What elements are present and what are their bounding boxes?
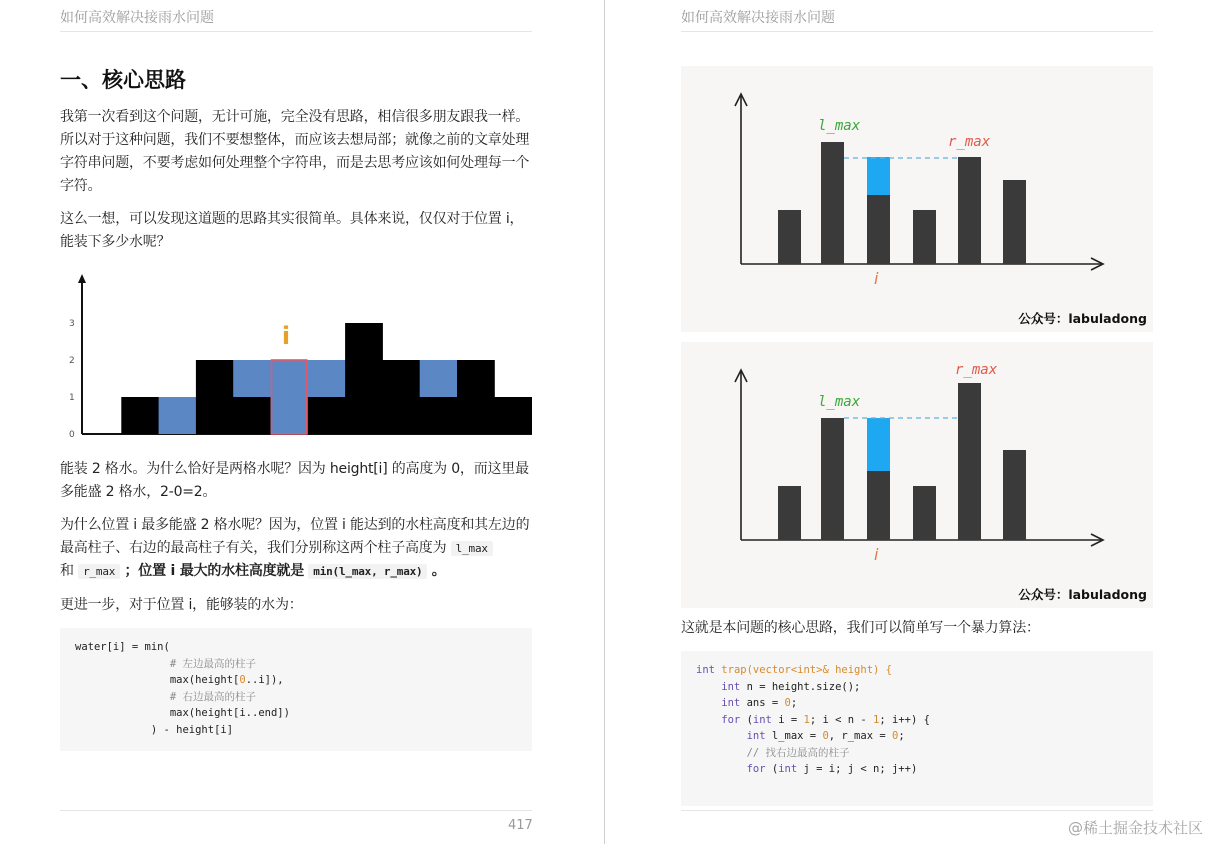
code-keyword: int xyxy=(696,680,747,693)
paragraph-3: 能装 2 格水。为什么恰好是两格水呢？因为 height[i] 的高度为 0，而这里最多能盛 2 格水，2-0=2。 xyxy=(60,461,529,500)
y-tick-0: 0 xyxy=(69,430,75,440)
l-max-label: l_max xyxy=(818,394,861,410)
code-line: , r_max = xyxy=(828,730,892,742)
p4-text-c: ；位置 i 最大的水柱高度就是 xyxy=(124,563,305,579)
code-line: ) - height[i] xyxy=(75,723,234,736)
header-rule xyxy=(60,31,532,32)
credit-label: 公众号：labuladong xyxy=(1018,311,1147,326)
code-keyword: int xyxy=(696,697,747,709)
code-keyword: int xyxy=(696,730,772,742)
watermark: @稀土掘金技术社区 xyxy=(1067,819,1203,837)
code-line: ( xyxy=(771,763,779,775)
rain-water-figure xyxy=(60,270,532,442)
code-comment: # 右边最高的柱子 xyxy=(75,690,256,703)
grid-cells xyxy=(121,323,532,434)
y-tick-2: 2 xyxy=(69,356,75,366)
code-number: 1 xyxy=(803,713,810,726)
code-keyword: int xyxy=(752,713,779,726)
i-label: i xyxy=(874,269,879,288)
r-max-label: r_max xyxy=(955,362,998,378)
l-max-label: l_max xyxy=(818,118,861,134)
inline-code-l-max: l_max xyxy=(451,541,493,556)
bar-2 xyxy=(821,142,844,264)
bar-1 xyxy=(778,486,801,540)
code-comment: // 找右边最高的柱子 xyxy=(696,746,850,759)
water-cell xyxy=(233,360,271,397)
p4-text-a: 为什么位置 i 最多能盛 2 格水呢？因为，位置 i 能达到的水柱高度和其左边的最高柱子、右边的最高柱子有关，我们分别称这两个柱子高度为 xyxy=(60,517,530,556)
i-label: i xyxy=(874,545,879,564)
bar-4 xyxy=(913,210,936,264)
code-keyword: int xyxy=(778,763,804,775)
running-head: 如何高效解决接雨水问题 xyxy=(60,10,214,26)
header-rule xyxy=(681,31,1153,32)
code-comment: # 左边最高的柱子 xyxy=(75,657,256,670)
code-line: j = i; j < n; j++) xyxy=(803,763,918,775)
bar-cell xyxy=(196,360,234,434)
code-line: max(height[ xyxy=(75,674,240,686)
bar-2 xyxy=(821,418,844,540)
code-line: ; xyxy=(898,730,905,742)
water-cell xyxy=(159,397,197,434)
bar-5 xyxy=(958,383,981,540)
right-page xyxy=(605,0,1209,844)
credit-label: 公众号：labuladong xyxy=(1018,587,1147,602)
bar-cell xyxy=(121,397,159,434)
water-cell xyxy=(308,360,346,397)
paragraph-2: 这么一想，可以发现这道题的思路其实很简单。具体来说，仅仅对于位置 i，能装下多少水呢？ xyxy=(60,211,524,250)
y-ticks xyxy=(69,319,75,440)
bar-cell xyxy=(420,397,458,434)
water-cell xyxy=(271,360,309,434)
r-max-label: r_max xyxy=(948,134,991,150)
rain-water-chart xyxy=(60,270,532,442)
bar-3 xyxy=(867,195,890,264)
code-line: ; i < n - xyxy=(809,713,874,726)
y-tick-3: 3 xyxy=(69,319,75,329)
p4-text-b: 和 xyxy=(60,563,74,579)
bar-5 xyxy=(958,157,981,264)
left-page xyxy=(0,0,604,844)
code-line: ..i]), xyxy=(245,674,284,686)
bar-cell xyxy=(382,360,420,434)
lmax-rmax-figure-1 xyxy=(681,66,1153,332)
paragraph-5: 更进一步，对于位置 i，能够装的水为： xyxy=(60,597,303,613)
code-line: ; xyxy=(790,697,798,709)
code-number: 0 xyxy=(822,730,829,742)
p4-text-d: 。 xyxy=(431,563,446,579)
footer-rule xyxy=(60,810,532,811)
paragraph-4 xyxy=(60,514,532,583)
code-line: ( xyxy=(746,713,753,726)
bar-cell xyxy=(494,397,532,434)
water-column xyxy=(867,157,890,195)
bar-cell xyxy=(233,397,271,434)
paragraph-right-1: 这就是本问题的核心思路，我们可以简单写一个暴力算法： xyxy=(681,620,1040,636)
bar-diagram-1 xyxy=(681,66,1153,332)
code-block-trap xyxy=(681,651,1153,806)
bar-cell xyxy=(345,323,383,434)
i-marker-label: i xyxy=(281,322,291,350)
code-keyword: for xyxy=(696,713,747,726)
code-keyword: for xyxy=(696,763,772,775)
bar-6 xyxy=(1003,450,1026,540)
y-tick-1: 1 xyxy=(69,393,75,403)
water-cell xyxy=(420,360,458,397)
bar-cell xyxy=(308,397,346,434)
y-axis-arrow xyxy=(78,274,86,283)
footer-rule xyxy=(681,810,1153,811)
code-block-water xyxy=(60,628,532,751)
code-line: ans = xyxy=(746,697,785,709)
code-number: 0 xyxy=(239,674,246,686)
code-func: trap(vector<int>& height) { xyxy=(721,664,892,676)
page-number: 417 xyxy=(508,818,533,833)
code-line: max(height[i..end]) xyxy=(75,707,290,719)
section-heading: 一、核心思路 xyxy=(60,68,186,92)
inline-code-min: min(l_max, r_max) xyxy=(308,564,427,579)
inline-code-r-max: r_max xyxy=(78,564,120,579)
lmax-rmax-figure-2 xyxy=(681,342,1153,608)
bar-6 xyxy=(1003,180,1026,264)
code-number: 0 xyxy=(891,730,899,742)
code-line: n = height.size(); xyxy=(746,680,861,693)
bar-diagram-2 xyxy=(681,342,1153,608)
code-line: water[i] = min( xyxy=(75,641,170,653)
code-keyword: int xyxy=(696,664,722,676)
running-head: 如何高效解决接雨水问题 xyxy=(681,10,835,26)
bar-1 xyxy=(778,210,801,264)
code-line: i = xyxy=(778,713,804,726)
bar-cell xyxy=(457,360,495,434)
bar-3 xyxy=(867,471,890,540)
paragraph-1: 我第一次看到这个问题，无计可施，完全没有思路，相信很多朋友跟我一样。所以对于这种问题，我们不要想整体，而应该去想局部；就像之前的文章处理字符串问题，不要考虑如何处理整个字符串，而是去思考应该如何处理每一个字符。 xyxy=(60,109,530,194)
code-line: l_max = xyxy=(771,730,823,742)
code-line: ; i++) { xyxy=(879,713,930,726)
code-number: 1 xyxy=(873,713,880,726)
code-number: 0 xyxy=(784,697,791,709)
water-column xyxy=(867,418,890,471)
bar-4 xyxy=(913,486,936,540)
